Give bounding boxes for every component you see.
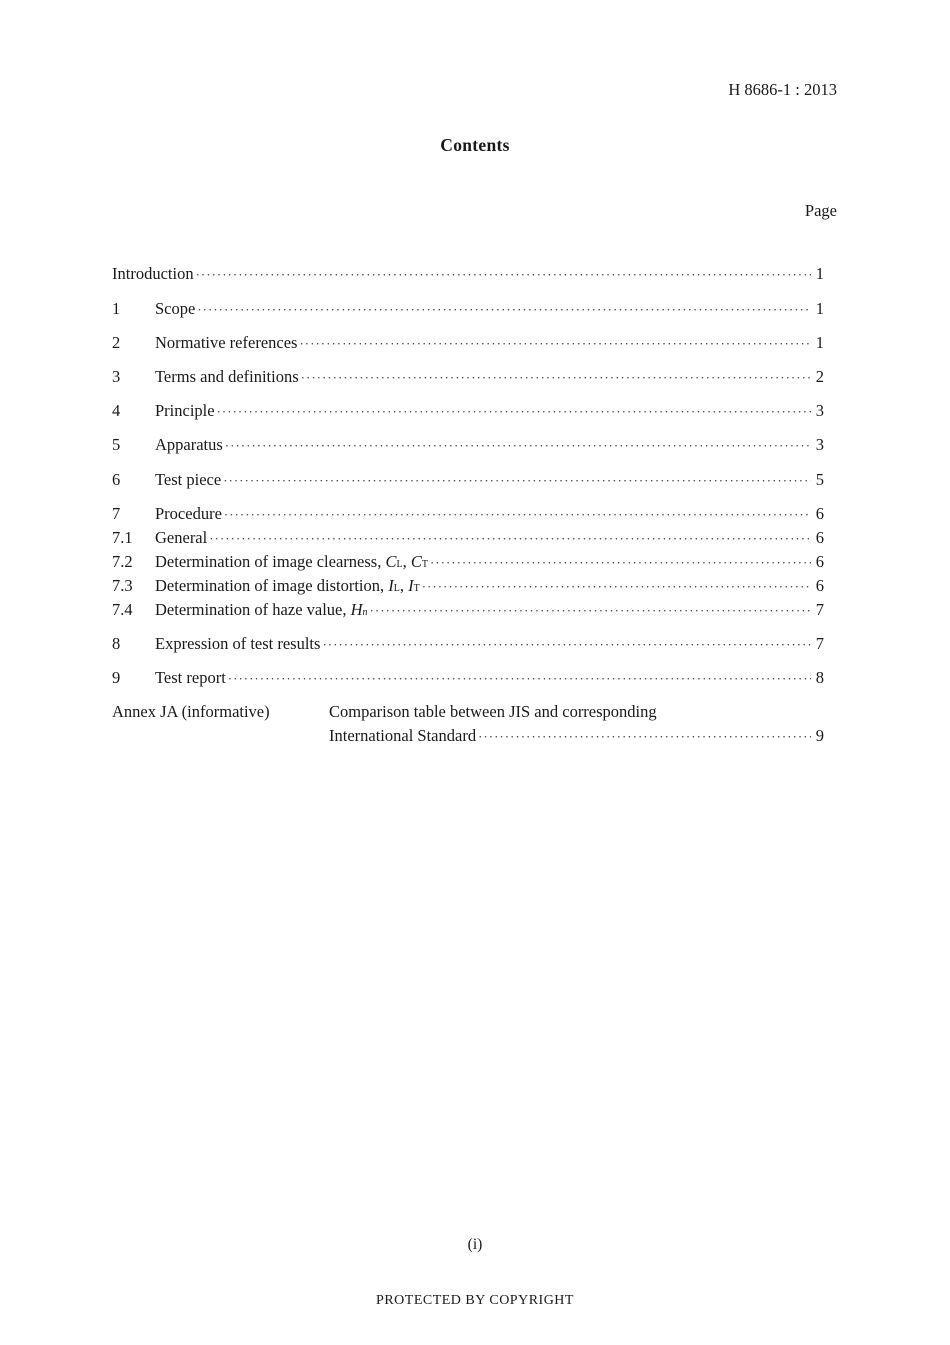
annex-title-line1: Comparison table between JIS and corresponding bbox=[329, 702, 657, 721]
annex-title-line bbox=[112, 701, 824, 723]
separator: , bbox=[399, 576, 409, 595]
toc-number: 8 bbox=[112, 634, 121, 653]
toc-number: 7.1 bbox=[112, 528, 133, 547]
toc-label: Expression of test results bbox=[155, 634, 321, 653]
leader-dots bbox=[322, 634, 811, 656]
page-column-label: Page bbox=[804, 201, 837, 220]
document-id: H 8686-1 : 2013 bbox=[728, 80, 837, 99]
subscript: T bbox=[421, 559, 428, 570]
toc-number: 3 bbox=[112, 367, 121, 386]
toc-number: 6 bbox=[112, 470, 121, 489]
toc-page: 7 bbox=[815, 634, 824, 653]
toc-label: Introduction bbox=[112, 264, 194, 283]
page-number: (i) bbox=[467, 1236, 483, 1253]
toc-entry-principle[interactable] bbox=[112, 400, 824, 422]
toc-label bbox=[155, 551, 428, 576]
toc-page: 3 bbox=[815, 435, 824, 454]
symbol: C bbox=[385, 552, 397, 571]
toc-entry-apparatus[interactable] bbox=[112, 434, 824, 456]
toc-page: 2 bbox=[815, 367, 824, 386]
leader-dots bbox=[223, 470, 811, 492]
toc-label: Principle bbox=[155, 401, 215, 420]
separator: , bbox=[402, 552, 411, 571]
toc-entry-image-distortion[interactable] bbox=[112, 575, 824, 597]
symbol: C bbox=[410, 552, 422, 571]
toc-page: 6 bbox=[815, 552, 824, 571]
toc-entry-haze-value[interactable] bbox=[112, 599, 824, 621]
symbol: H bbox=[350, 600, 363, 619]
toc-label bbox=[155, 575, 420, 600]
toc-entry-test-piece[interactable] bbox=[112, 469, 824, 491]
annex-title-line2-row bbox=[329, 725, 824, 747]
toc-label: Normative references bbox=[155, 333, 298, 352]
toc-number: 1 bbox=[112, 299, 121, 318]
leader-dots bbox=[225, 435, 811, 457]
toc-entry-general[interactable] bbox=[112, 527, 824, 549]
toc-label: Test report bbox=[155, 668, 226, 687]
toc-page: 1 bbox=[815, 299, 824, 318]
leader-dots bbox=[196, 264, 811, 286]
leader-dots bbox=[224, 504, 811, 526]
toc-page: 6 bbox=[815, 528, 824, 547]
leader-dots bbox=[217, 401, 811, 423]
toc-page: 1 bbox=[815, 264, 824, 283]
toc-label-text: Determination of image clearness, bbox=[155, 552, 386, 571]
toc-page: 6 bbox=[815, 576, 824, 595]
leader-dots bbox=[478, 726, 811, 748]
leader-dots bbox=[228, 668, 811, 690]
toc-label-text: Determination of image distortion, bbox=[155, 576, 389, 595]
toc-page: 6 bbox=[815, 504, 824, 523]
toc-number: 7.4 bbox=[112, 600, 133, 619]
subscript: L bbox=[393, 583, 400, 594]
toc-label bbox=[155, 599, 368, 624]
leader-dots bbox=[370, 600, 811, 622]
toc-number: 7 bbox=[112, 504, 121, 523]
leader-dots bbox=[197, 299, 811, 321]
toc-page: 5 bbox=[815, 470, 824, 489]
toc-page: 9 bbox=[815, 726, 824, 745]
copyright-notice: PROTECTED BY COPYRIGHT bbox=[376, 1293, 574, 1308]
leader-dots bbox=[422, 576, 811, 598]
leader-dots bbox=[209, 528, 811, 550]
toc-entry-test-report[interactable] bbox=[112, 667, 824, 689]
toc-page: 8 bbox=[815, 668, 824, 687]
symbol: I bbox=[408, 576, 414, 595]
toc-number: 5 bbox=[112, 435, 121, 454]
annex-label: Annex JA (informative) bbox=[112, 702, 270, 721]
toc-page: 1 bbox=[815, 333, 824, 352]
leader-dots bbox=[299, 333, 811, 355]
toc-entry-terms-definitions[interactable] bbox=[112, 366, 824, 388]
toc-number: 7.3 bbox=[112, 576, 133, 595]
toc-entry-normative-references[interactable] bbox=[112, 332, 824, 354]
subscript: T bbox=[413, 583, 420, 594]
toc-entry-introduction[interactable] bbox=[112, 263, 824, 285]
contents-title: Contents bbox=[440, 135, 510, 155]
leader-dots bbox=[430, 552, 811, 574]
toc-number: 9 bbox=[112, 668, 121, 687]
toc-number: 7.2 bbox=[112, 552, 133, 571]
toc-number: 2 bbox=[112, 333, 121, 352]
toc-entry-scope[interactable] bbox=[112, 298, 824, 320]
toc-entry-expression-results[interactable] bbox=[112, 633, 824, 655]
toc-label: Procedure bbox=[155, 504, 222, 523]
toc-label: Apparatus bbox=[155, 435, 223, 454]
symbol: I bbox=[388, 576, 394, 595]
leader-dots bbox=[301, 367, 811, 389]
subscript: n bbox=[362, 607, 368, 618]
toc-label: Test piece bbox=[155, 470, 222, 489]
toc-label-text: Determination of haze value, bbox=[155, 600, 351, 619]
toc-entry-image-clearness[interactable] bbox=[112, 551, 824, 573]
toc-label: General bbox=[155, 528, 208, 547]
toc-page: 3 bbox=[815, 401, 824, 420]
subscript: L bbox=[396, 559, 403, 570]
toc-label: Scope bbox=[155, 299, 196, 318]
toc-label: Terms and definitions bbox=[155, 367, 299, 386]
toc-number: 4 bbox=[112, 401, 121, 420]
annex-title-line2: International Standard bbox=[329, 726, 477, 745]
toc-page: 7 bbox=[815, 600, 824, 619]
toc-entry-procedure[interactable] bbox=[112, 503, 824, 525]
